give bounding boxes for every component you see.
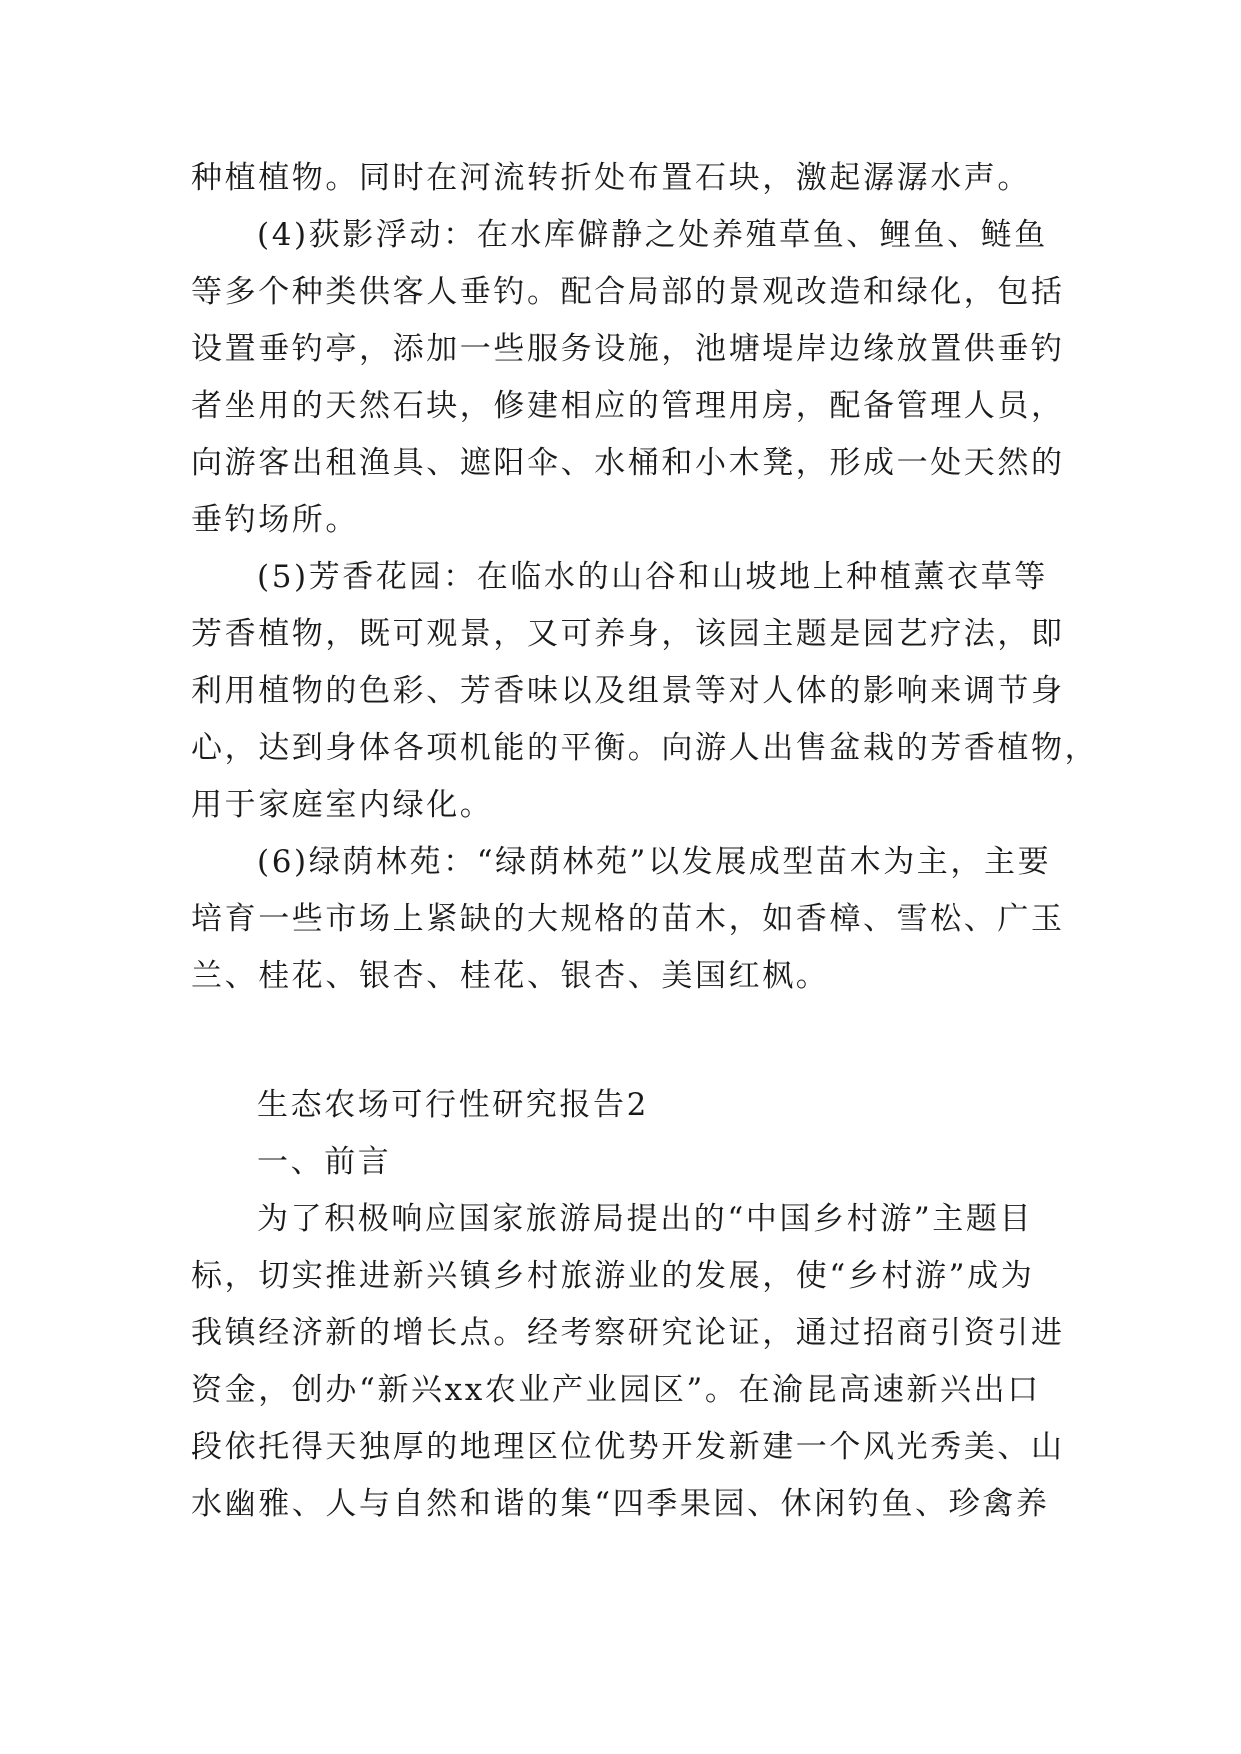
paragraph-line: 等多个种类供客人垂钓。配合局部的景观改造和绿化，包括 xyxy=(191,274,1065,310)
paragraph-line: 种植植物。同时在河流转折处布置石块，激起潺潺水声。 xyxy=(191,160,1031,196)
section-gap xyxy=(191,1005,1051,1077)
paragraph-line: 心，达到身体各项机能的平衡。向游人出售盆栽的芳香植物， xyxy=(191,730,1099,766)
paragraph-line: 垂钓场所。 xyxy=(191,502,359,538)
section-heading: 一、前言 xyxy=(257,1144,392,1180)
paragraph-line: 利用植物的色彩、芳香味以及组景等对人体的影响来调节身 xyxy=(191,673,1065,709)
paragraph-line: 水幽雅、人与自然和谐的集“四季果园、休闲钓鱼、珍禽养 xyxy=(191,1486,1050,1522)
paragraph-line: (5)芳香花园：在临水的山谷和山坡地上种植薰衣草等 xyxy=(257,559,1048,595)
paragraph-line: 芳香植物，既可观景，又可养身，该园主题是园艺疗法，即 xyxy=(191,616,1065,652)
paragraph-line: 培育一些市场上紧缺的大规格的苗木，如香樟、雪松、广玉 xyxy=(191,901,1065,937)
document-page xyxy=(191,150,1099,1533)
paragraph-line: 设置垂钓亭，添加一些服务设施，池塘堤岸边缘放置供垂钓 xyxy=(191,331,1065,367)
paragraph-line: 段依托得天独厚的地理区位优势开发新建一个风光秀美、山 xyxy=(191,1429,1065,1465)
paragraph-line: 为了积极响应国家旅游局提出的“中国乡村游”主题目 xyxy=(257,1201,1034,1237)
paragraph-line: 向游客出租渔具、遮阳伞、水桶和小木凳，形成一处天然的 xyxy=(191,445,1065,481)
paragraph-line: 用于家庭室内绿化。 xyxy=(191,787,494,823)
paragraph-line: 兰、桂花、银杏、桂花、银杏、美国红枫。 xyxy=(191,958,830,994)
paragraph-line: (6)绿荫林苑：“绿荫林苑”以发展成型苗木为主，主要 xyxy=(257,844,1052,880)
paragraph-line: 我镇经济新的增长点。经考察研究论证，通过招商引资引进 xyxy=(191,1315,1065,1351)
paragraph-line: (4)荻影浮动：在水库僻静之处养殖草鱼、鲤鱼、鲢鱼 xyxy=(257,217,1048,253)
paragraph-line: 资金，创办“新兴xx农业产业园区”。在渝昆高速新兴出口 xyxy=(191,1372,1041,1408)
paragraph-line: 者坐用的天然石块，修建相应的管理用房，配备管理人员， xyxy=(191,388,1065,424)
paragraph-line: 标，切实推进新兴镇乡村旅游业的发展，使“乡村游”成为 xyxy=(191,1258,1035,1294)
section-title: 生态农场可行性研究报告2 xyxy=(257,1087,649,1123)
